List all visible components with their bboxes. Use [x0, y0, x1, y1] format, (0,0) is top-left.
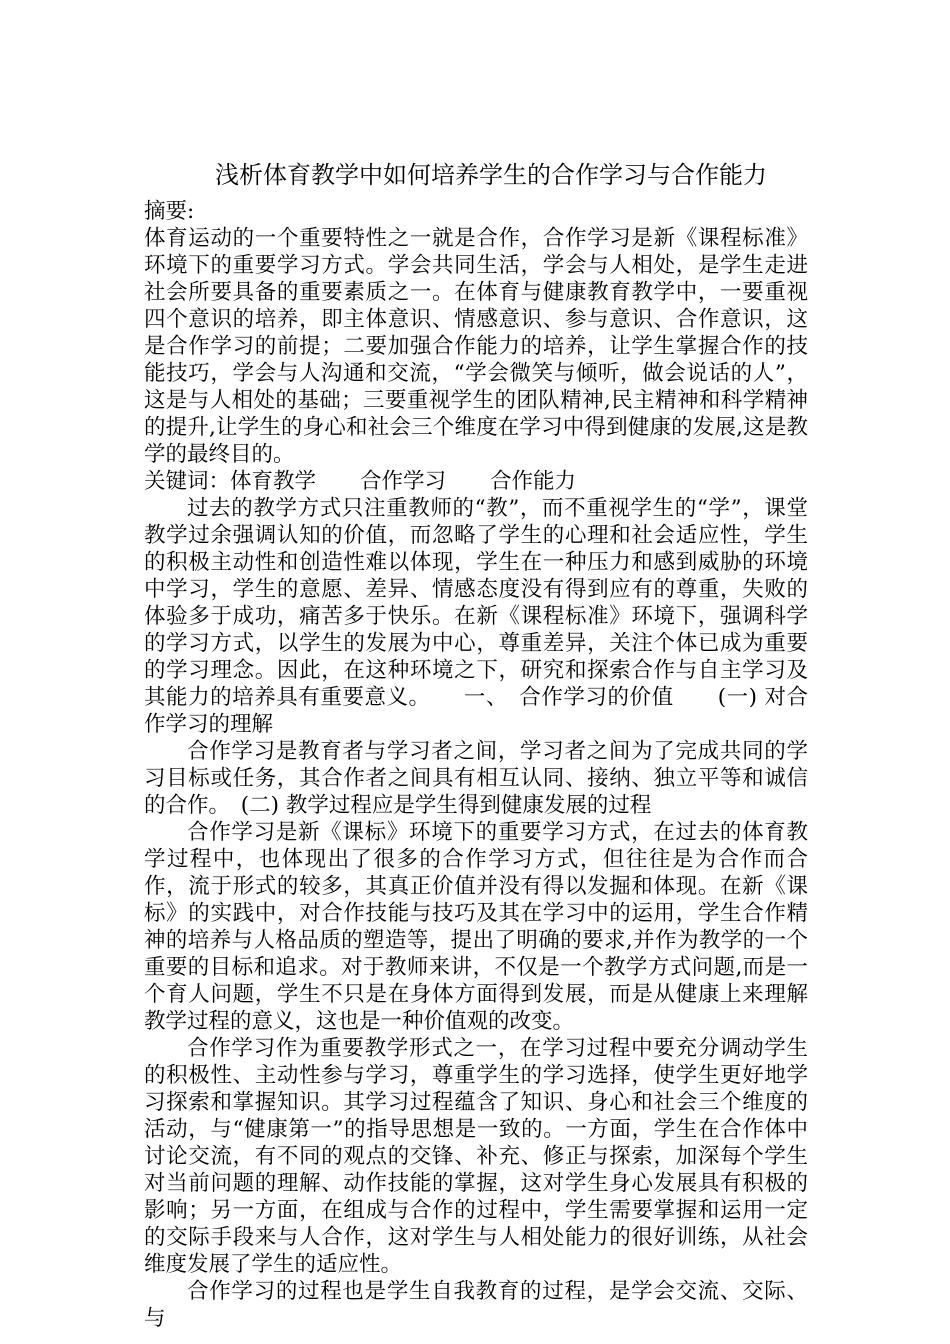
abstract-heading: 摘要:: [144, 199, 195, 224]
keyword-3: 合作能力: [490, 469, 577, 494]
document-page: [144, 160, 808, 1332]
keyword-1: 体育教学: [230, 469, 317, 494]
abstract-text: 体育运动的一个重要特性之一就是合作，合作学习是新《课程标准》环境下的重要学习方式。学会共同生活，学会与人相处，是学生走进社会所要具备的重要素质之一。在体育与健康教育教学中，一要重视四个意识的培养，即主体意识、情感意识、参与意识、合作意识，这是合作学习的前提；二要加强合作能力的培养，让学生掌握合作的技能技巧，学会与人沟通和交流，“学会微笑与倾听，做会说话的人”，这是与人相处的基础；三要重视学生的团队精神,民主精神和科学精神的提升,让学生的身心和社会三个维度在学习中得到健康的发展,这是教学的最终目的。: [144, 226, 808, 467]
keyword-2: 合作学习: [360, 469, 447, 494]
body-paragraph-5: 合作学习的过程也是学生自我教育的过程，是学会交流、交际、与: [144, 1279, 808, 1331]
body-paragraph-3: 合作学习是新《课标》环境下的重要学习方式，在过去的体育教学过程中，也体现出了很多的合作学习方式，但往往是为合作而合作，流于形式的较多，其真正价值并没有得以发掘和体现。在新《课标》的实践中，对合作技能与技巧及其在学习中的运用，学生合作精神的培养与人格品质的塑造等，提出了明确的要求,并作为教学的一个重要的目标和追求。对于教师来讲，不仅是一个教学方式问题,而是一个育人问题，学生不只是在身体方面得到发展，而是从健康上来理解教学过程的意义，这也是一种价值观的改变。: [144, 820, 808, 1034]
body-paragraph-2: 合作学习是教育者与学习者之间，学习者之间为了完成共同的学习目标或任务，其合作者之间具有相互认同、接纳、独立平等和诚信的合作。 (二) 教学过程应是学生得到健康发展的过程: [144, 739, 808, 818]
keywords-label: 关键词：: [144, 469, 231, 494]
document-title: 浅析体育教学中如何培养学生的合作学习与合作能力: [215, 161, 767, 189]
body-paragraph-1: 过去的教学方式只注重教师的“教”，而不重视学生的“学”，课堂教学过余强调认知的价值，而忽略了学生的心理和社会适应性，学生的积极主动性和创造性难以体现，学生在一种压力和感到威胁的环境中学习，学生的意愿、差异、情感态度没有得到应有的尊重，失败的体验多于成功，痛苦多于快乐。在新《课程标准》环境下，强调科学的学习方式，以学生的发展为中心，尊重差异，关注个体已成为重要的学习理念。因此，在这种环境之下，研究和探索合作与自主学习及其能力的培养具有重要意义。 一、 合作学习的价值 (一) 对合作学习的理解: [144, 496, 808, 737]
keywords-line: [144, 468, 808, 495]
body-paragraph-4: 合作学习作为重要教学形式之一，在学习过程中要充分调动学生的积极性、主动性参与学习，尊重学生的学习选择，使学生更好地学习探索和掌握知识。其学习过程蕴含了知识、身心和社会三个维度的活动，与“健康第一”的指导思想是一致的。一方面，学生在合作体中讨论交流，有不同的观点的交锋、补充、修正与探索，加深每个学生对当前问题的理解、动作技能的掌握，这对学生身心发展具有积极的影响；另一方面，在组成与合作的过程中，学生需要掌握和运用一定的交际手段来与人合作，这对学生与人相处能力的很好训练，从社会维度发展了学生的适应性。: [144, 1036, 808, 1277]
